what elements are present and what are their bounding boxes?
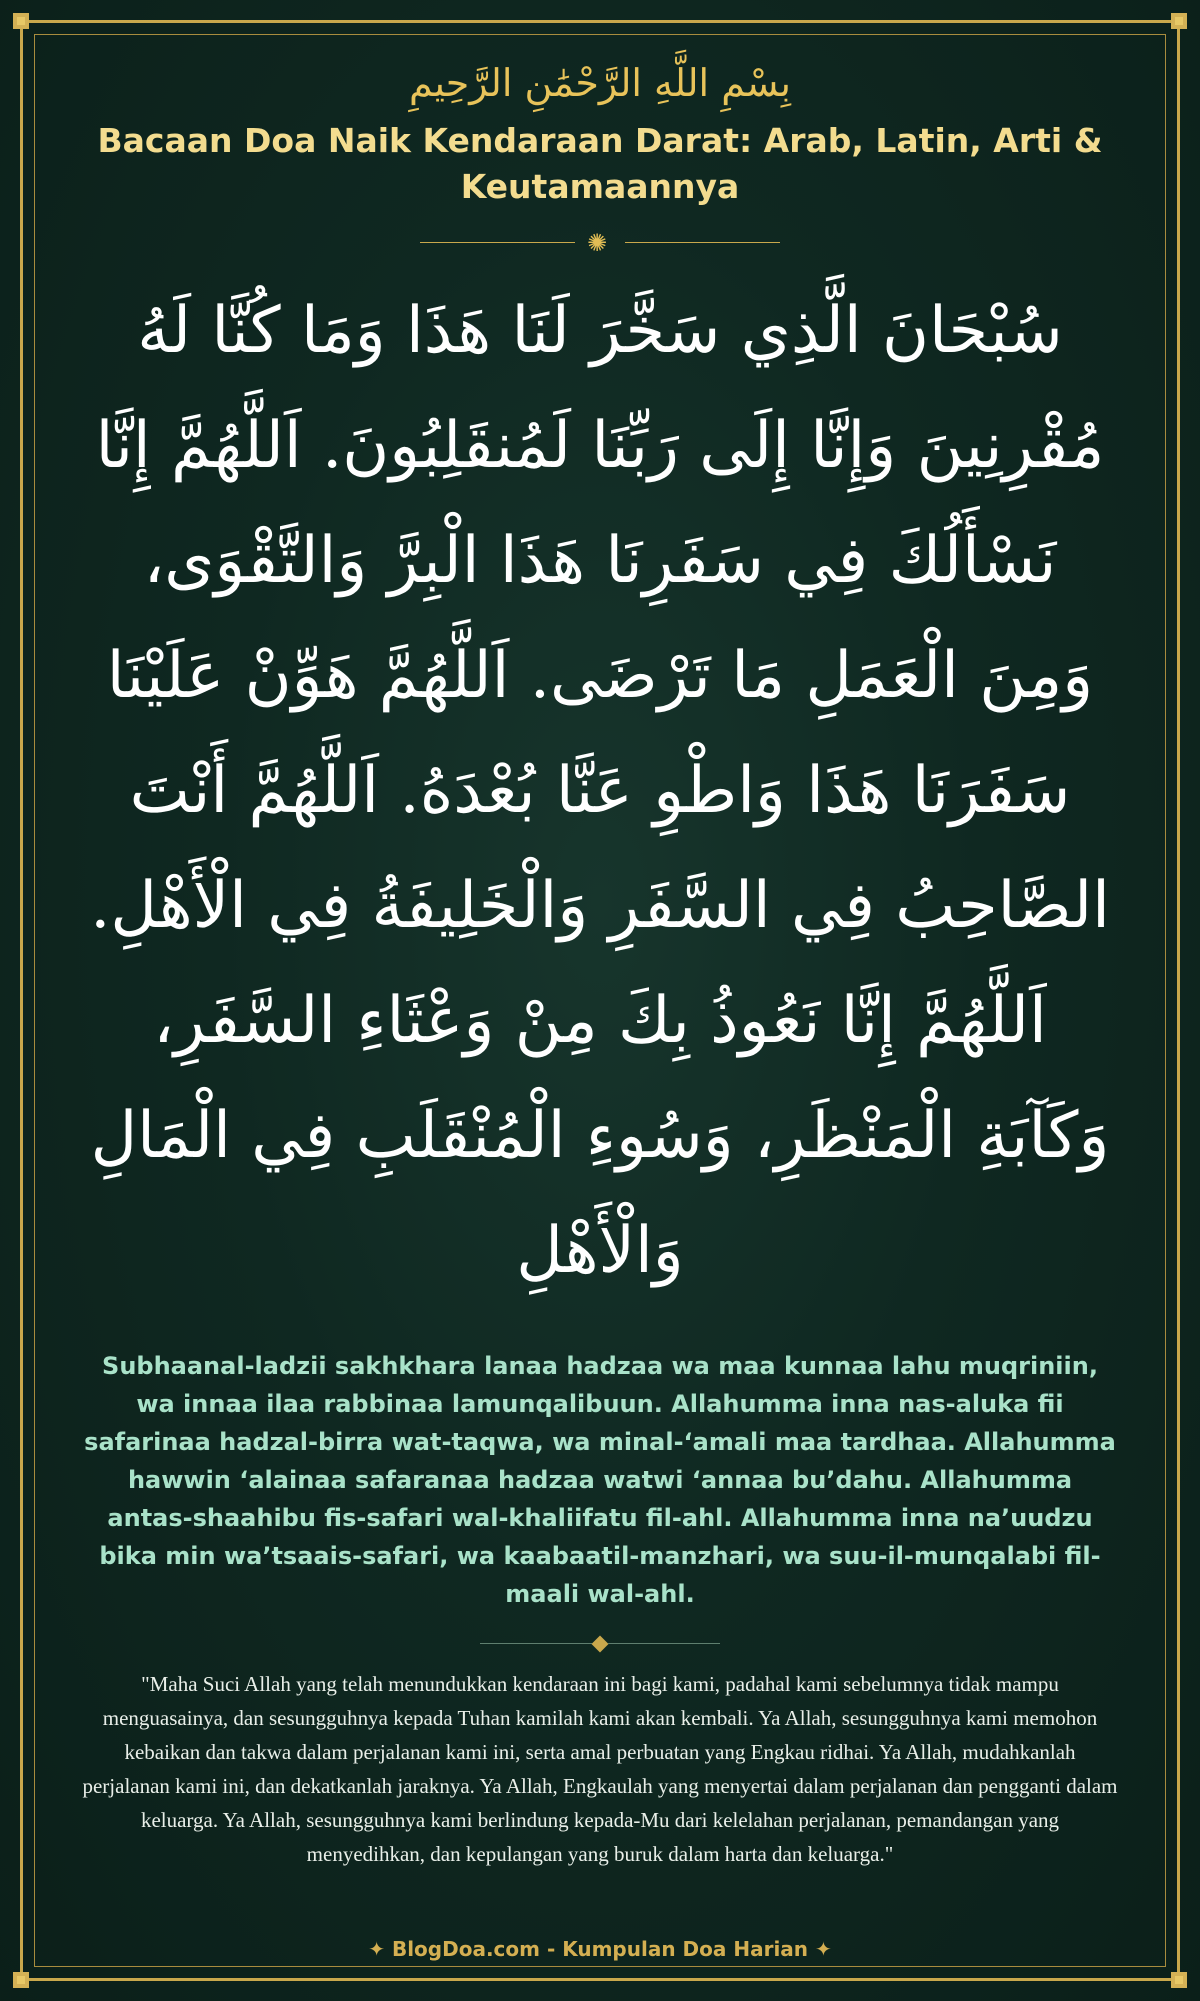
arabic-prayer-text: سُبْحَانَ الَّذِي سَخَّرَ لَنَا هَذَا وَمَا كُنَّا لَهُ مُقْرِنِينَ وَإِنَّا إِلَى رَبِّنَا لَمُنقَلِبُونَ. اَللَّهُمَّ إِنَّا نَسْأَلُكَ فِي سَفَرِنَا هَذَا الْبِرَّ وَالتَّقْوَى، وَمِنَ الْعَمَلِ مَا تَرْضَى. اَللَّهُمَّ هَوِّنْ عَلَيْنَا سَفَرَنَا هَذَا وَاطْوِ عَنَّا بُعْدَهُ. اَللَّهُمَّ أَنْتَ الصَّاحِبُ فِي السَّفَرِ وَالْخَلِيفَةُ فِي الْأَهْلِ. اَللَّهُمَّ إِنَّا نَعُوذُ بِكَ مِنْ وَعْثَاءِ السَّفَرِ، وَكَآبَةِ الْمَنْظَرِ، وَسُوءِ الْمُنْقَلَبِ فِي الْمَالِ وَالْأَهْلِ	[90, 294, 1110, 1288]
corner-ornament-top-right	[1171, 13, 1187, 29]
indonesian-translation: "Maha Suci Allah yang telah menundukkan kendaraan ini bagi kami, padahal kami sebelumnya tidak mampu menguasainya, dan sesungguhnya kepada Tuhan kamilah kami akan kembali. Ya Allah, sesungguhnya kami memohon kebaikan dan takwa dalam perjalanan kami ini, serta amal perbuatan yang Engkau ridhai. Ya Allah, mudahkanlah perjalanan kami ini, dan dekatkanlah jaraknya. Ya Allah, Engkaulah yang menyertai dalam perjalanan dan pengganti dalam keluarga. Ya Allah, sesungguhnya kami berlindung kepada-Mu dari kelelahan perjalanan, pemandangan yang menyedihkan, dan kepulangan yang buruk dalam harta dan keluarga."	[82, 1672, 1118, 1866]
diamond-icon	[592, 1636, 609, 1653]
divider-line-left	[420, 242, 575, 243]
corner-ornament-bottom-left	[13, 1972, 29, 1988]
basmalah: بِسْمِ اللَّهِ الرَّحْمَٰنِ الرَّحِيمِ	[409, 61, 791, 105]
latin-transliteration: Subhaanal-ladzii sakhkhara lanaa hadzaa wa maa kunnaa lahu muqriniin, wa innaa ilaa rabbinaa lamunqalibuun. Allahumma inna nas-aluka fii safarinaa hadzal-birra wat-taqwa, wa minal-‘amali maa tardhaa. Allahumma hawwin ‘alainaa safaranaa hadzaa watwi ‘annaa bu’dahu. Allahumma antas-shaahibu fis-safari wal-khaliifatu fil-ahl. Allahumma inna na’uudzu bika min wa’tsaais-safari, wa kaabaatil-manzhari, wa suu-il-munqalabi fil-maali wal-ahl.	[84, 1352, 1116, 1608]
corner-ornament-top-left	[13, 13, 29, 29]
main-content	[80, 48, 1120, 1871]
flower-ornament-icon: ✺	[587, 229, 608, 257]
divider-line-right	[608, 1643, 720, 1644]
divider-line-right	[625, 242, 780, 243]
ornament-divider	[420, 230, 780, 256]
section-divider	[480, 1637, 720, 1651]
footer-credit: ✦ BlogDoa.com - Kumpulan Doa Harian ✦	[368, 1937, 832, 1961]
corner-ornament-bottom-right	[1171, 1972, 1187, 1988]
page-title: Bacaan Doa Naik Kendaraan Darat: Arab, Latin, Arti & Keutamaannya	[97, 121, 1103, 206]
divider-line-left	[480, 1643, 592, 1644]
